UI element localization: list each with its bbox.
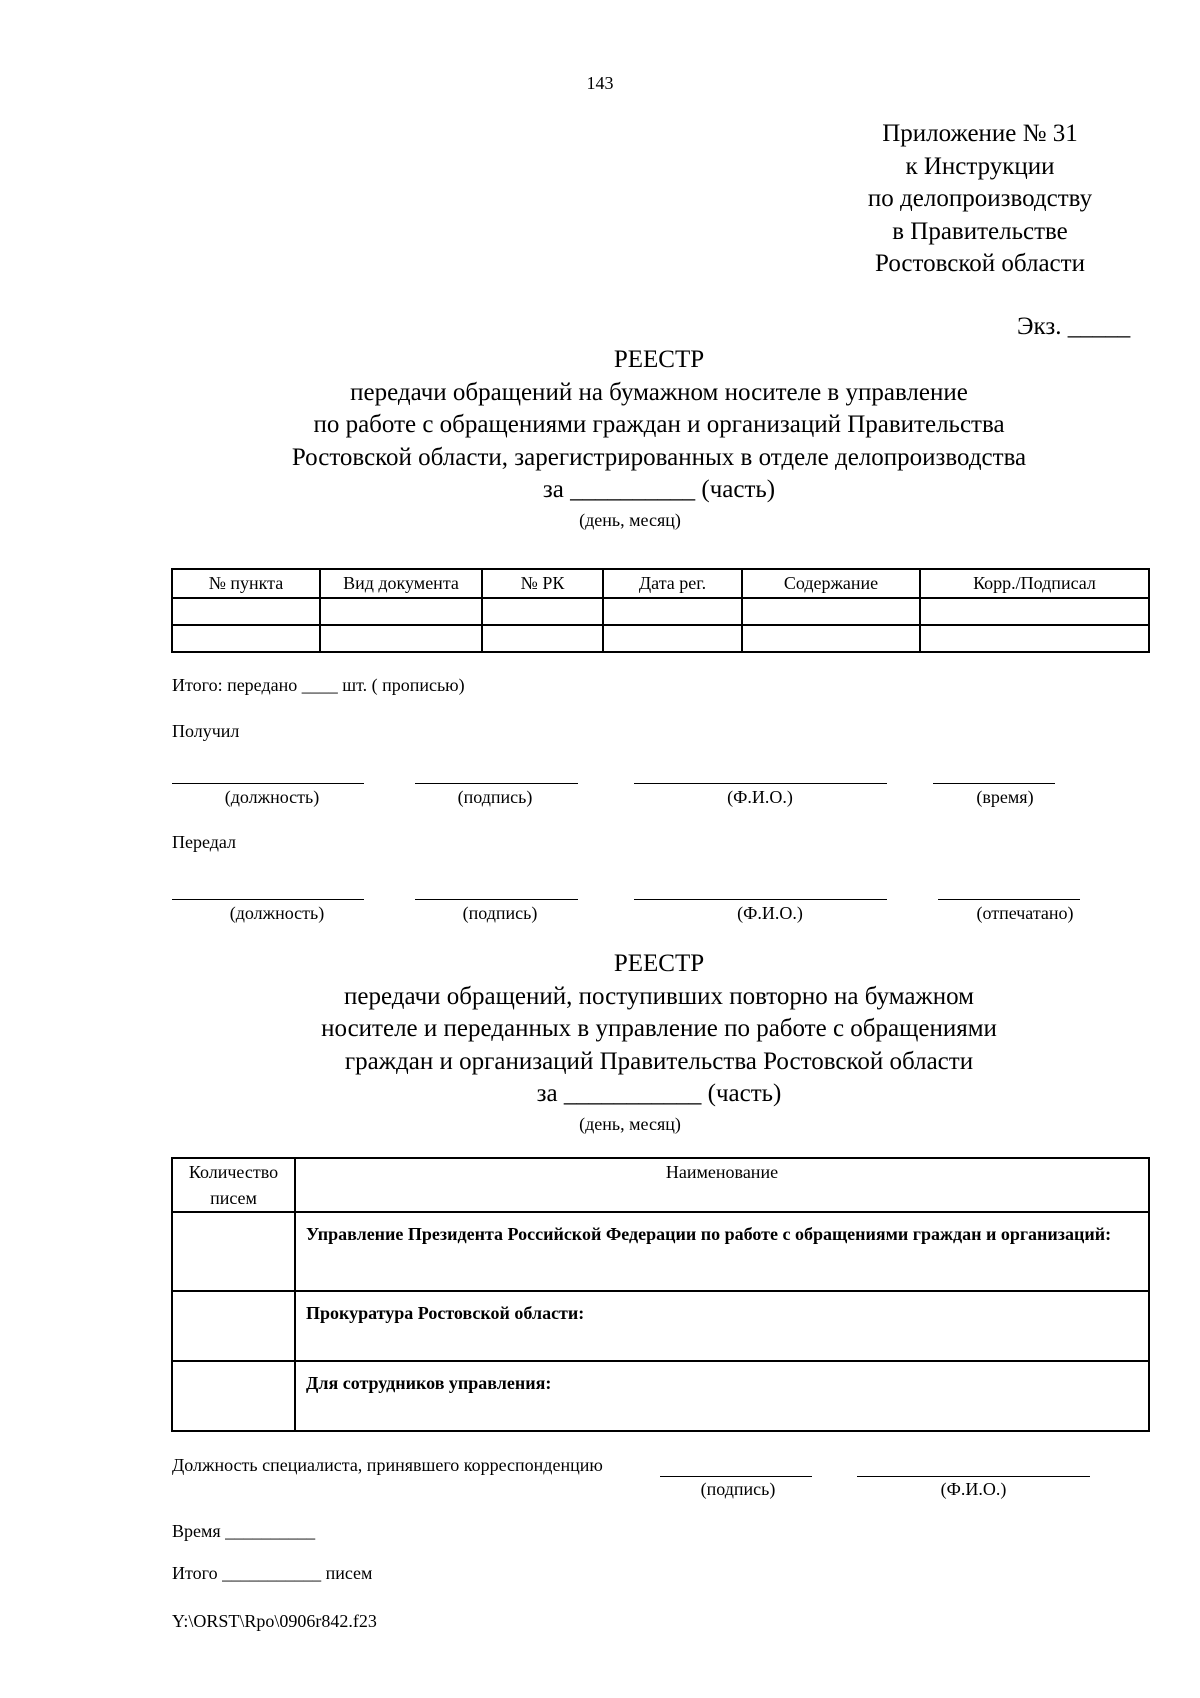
appendix-line: в Правительстве [892, 217, 1068, 245]
caption: (Ф.И.О.) [737, 903, 803, 923]
table-cell [482, 625, 603, 652]
received-label: Получил [172, 721, 240, 741]
column-header: Корр./Подписал [920, 569, 1149, 598]
registry2-line: граждан и организаций Правительства Ростовской области [344, 1047, 974, 1075]
table-cell [742, 598, 920, 625]
registry1-line: за __________ (часть) [542, 476, 776, 503]
name-header: Наименование [295, 1158, 1149, 1212]
fio-caption: (Ф.И.О.) [940, 1479, 1007, 1499]
appendix-line: Ростовской области [875, 250, 1085, 277]
column-header: Дата рег. [603, 569, 742, 598]
table-cell [603, 625, 742, 652]
registry1-table [171, 568, 1150, 653]
transferred-label: Передал [172, 832, 237, 852]
total-letters-label: Итого ___________ писем [172, 1563, 373, 1583]
name-cell: Прокуратура Ростовской области: [295, 1291, 1149, 1361]
table-cell [603, 598, 742, 625]
table-cell [920, 625, 1149, 652]
registry2-line: за ___________ (часть) [536, 1080, 782, 1107]
registry1-total: Итого: передано ____ шт. ( прописью) [172, 675, 465, 695]
signature-caption: (подпись) [700, 1479, 776, 1499]
table-row [172, 1291, 1149, 1361]
registry1-heading [0, 344, 1200, 507]
table-cell [742, 625, 920, 652]
specialist-fio-line [857, 1476, 1090, 1477]
table-header-row [172, 1158, 1149, 1212]
appendix-line: к Инструкции [905, 152, 1055, 180]
table-row [172, 598, 1149, 625]
table-cell [482, 598, 603, 625]
page-number: 143 [586, 73, 614, 93]
count-header-line: писем [210, 1188, 257, 1208]
name-cell: Управление Президента Российской Федерации по работе с обращениями граждан и организаций: [295, 1212, 1149, 1291]
caption: (должность) [229, 903, 325, 923]
count-cell [172, 1291, 295, 1361]
registry2-heading [0, 948, 1200, 1111]
count-header-line: Количество [188, 1162, 279, 1182]
registry1-line: по работе с обращениями граждан и организаций Правительства [313, 411, 1005, 438]
transferred-fio-line [634, 899, 887, 900]
registry2-line: носителе и переданных в управление по работе с обращениями [321, 1015, 997, 1042]
transferred-position-line [172, 899, 364, 900]
table-row [172, 1212, 1149, 1291]
count-cell [172, 1212, 295, 1291]
table-cell [172, 598, 320, 625]
registry2-table [171, 1157, 1150, 1432]
transferred-signature-line [415, 899, 578, 900]
table-header-row [172, 569, 1149, 598]
column-header: № РК [482, 569, 603, 598]
copy-label: Экз. _____ [1017, 313, 1131, 340]
caption: (подпись) [457, 787, 533, 807]
table-cell [320, 625, 482, 652]
column-header: Вид документа [320, 569, 482, 598]
registry2-title: РЕЕСТР [613, 950, 705, 977]
registry1-line: передачи обращений на бумажном носителе в управление [350, 378, 968, 406]
file-path: Y:\ORST\Rpo\0906r842.f23 [172, 1611, 377, 1631]
table-cell [920, 598, 1149, 625]
column-header: Содержание [742, 569, 920, 598]
caption: (Ф.И.О.) [727, 787, 793, 807]
appendix-block [830, 118, 1130, 281]
appendix-line: по делопроизводству [867, 185, 1093, 212]
registry1-line: Ростовской области, зарегистрированных в отделе делопроизводства [291, 443, 1027, 471]
count-header [172, 1158, 295, 1212]
table-row [172, 625, 1149, 652]
caption: (время) [976, 787, 1034, 807]
transferred-printed-line [938, 899, 1080, 900]
table-cell [172, 625, 320, 652]
caption: (отпечатано) [976, 903, 1074, 923]
time-label: Время __________ [172, 1521, 316, 1541]
table-cell [320, 598, 482, 625]
received-signature-line [415, 783, 578, 784]
registry2-date-hint: (день, месяц) [579, 1114, 681, 1134]
registry2-line: передачи обращений, поступивших повторно на бумажном [344, 982, 974, 1010]
count-cell [172, 1361, 295, 1431]
received-position-line [172, 783, 364, 784]
specialist-label: Должность специалиста, принявшего корреспонденцию [172, 1455, 603, 1475]
appendix-line: Приложение № 31 [882, 120, 1078, 147]
specialist-signature-line [660, 1476, 812, 1477]
registry1-date-hint: (день, месяц) [579, 510, 681, 530]
registry1-title: РЕЕСТР [613, 346, 705, 373]
column-header: № пункта [172, 569, 320, 598]
caption: (должность) [224, 787, 320, 807]
received-fio-line [634, 783, 887, 784]
table-row [172, 1361, 1149, 1431]
caption: (подпись) [462, 903, 538, 923]
name-cell: Для сотрудников управления: [295, 1361, 1149, 1431]
received-time-line [933, 783, 1055, 784]
